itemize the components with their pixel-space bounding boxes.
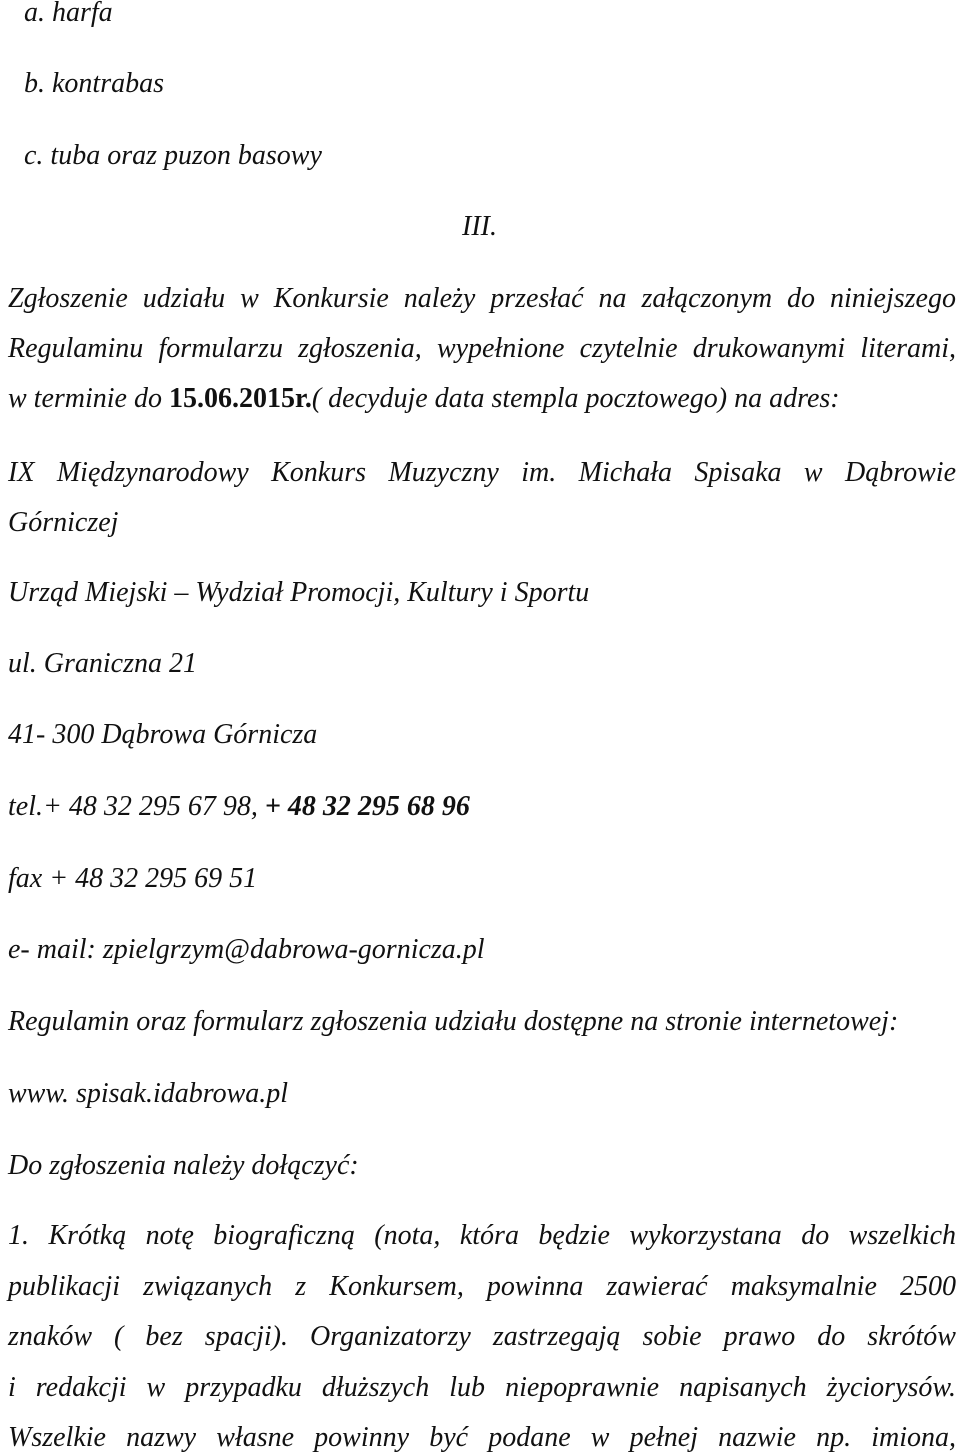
availability-note: Regulamin oraz formularz zgłoszenia udziału dostępne na stronie internetowej: xyxy=(8,1006,899,1037)
website-link[interactable]: www. spisak.idabrowa.pl xyxy=(8,1078,289,1109)
item1-line-3: znaków ( bez spacji). Organizatorzy zastrzegają sobie prawo do skrótów xyxy=(8,1321,956,1352)
item1-line-2: publikacji związanych z Konkursem, powinna zawierać maksymalnie 2500 xyxy=(8,1271,956,1302)
fax-line: fax + 48 32 295 69 51 xyxy=(8,863,258,894)
intro-line-1: Zgłoszenie udziału w Konkursie należy przesłać na załączonym do niniejszego xyxy=(8,283,956,314)
intro-line-2: Regulaminu formularzu zgłoszenia, wypełnione czytelnie drukowanymi literami, xyxy=(8,333,956,364)
intro-line-3 xyxy=(8,382,840,416)
item1-line-5: Wszelkie nazwy własne powinny być podane w pełnej nazwie np. imiona, xyxy=(8,1422,956,1453)
section-number: III. xyxy=(462,211,497,242)
phone-prefix: tel.+ 48 32 295 67 98, xyxy=(8,791,265,822)
competition-name-line-1: IX Międzynarodowy Konkurs Muzyczny im. Michała Spisaka w Dąbrowie xyxy=(8,457,956,488)
item1-line-4: i redakcji w przypadku dłuższych lub niepoprawnie napisanych życiorysów. xyxy=(8,1372,956,1403)
phone-bold: + 48 32 295 68 96 xyxy=(264,791,470,822)
competition-name-line-2: Górniczej xyxy=(8,507,119,538)
phone-line xyxy=(8,790,470,824)
attachments-heading: Do zgłoszenia należy dołączyć: xyxy=(8,1150,359,1181)
intro-line-3-pre: w terminie do xyxy=(8,383,169,414)
postal-city: 41- 300 Dąbrowa Górnicza xyxy=(8,719,318,750)
list-item-b: b. kontrabas xyxy=(24,68,164,99)
email-line: e- mail: zpielgrzym@dabrowa-gornicza.pl xyxy=(8,934,485,965)
item1-line-1: 1. Krótką notę biograficzną (nota, która będzie wykorzystana do wszelkich xyxy=(8,1220,956,1251)
office-name: Urząd Miejski – Wydział Promocji, Kultury i Sportu xyxy=(8,577,590,608)
deadline: 15.06.2015r. xyxy=(169,383,312,414)
intro-line-3-post: ( decyduje data stempla pocztowego) na adres: xyxy=(311,383,840,414)
list-item-a: a. harfa xyxy=(24,0,113,28)
list-item-c: c. tuba oraz puzon basowy xyxy=(24,140,322,171)
street-address: ul. Graniczna 21 xyxy=(8,648,197,679)
